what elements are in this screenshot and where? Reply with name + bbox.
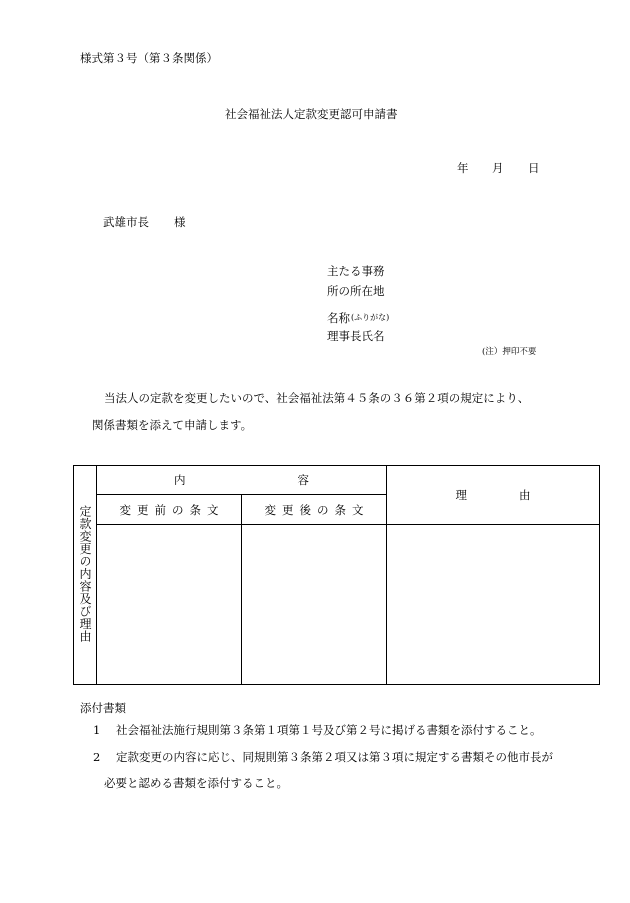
amendment-content-reason-header: [74, 466, 97, 685]
application-body-line1: 当法人の定款を変更したいので、社会福祉法第４５条の３６第２項の規定により、: [104, 391, 530, 405]
office-address-label-line2: 所の所在地: [327, 284, 385, 298]
attachment-item-2-number: 2: [93, 750, 101, 764]
office-address-label-line1: 主たる事務: [327, 264, 385, 278]
attachment-item-2-text: 定款変更の内容に応じ、同規則第３条第２項又は第３項に規定する書類その他市長が: [116, 750, 553, 764]
attachment-item-1-number: 1: [93, 723, 101, 737]
name-label-text: 名称: [327, 311, 350, 325]
reason-header-text: 理由: [455, 488, 583, 502]
attachment-item-1-text: 社会福祉法施行規則第３条第１項第１号及び第２号に掲げる書類を添付すること。: [116, 723, 542, 737]
before-change-header-text: 変更前の条文: [119, 502, 225, 517]
name-furigana-label: (ふりがな): [351, 313, 390, 322]
application-body-line2: 関係書類を添えて申請します。: [92, 418, 253, 432]
director-name-label: 理事長氏名: [327, 329, 385, 343]
date-month-label: 月: [492, 161, 504, 175]
content-header: [97, 466, 421, 495]
corporation-name-label: [327, 313, 389, 325]
reason-cell[interactable]: [387, 525, 600, 685]
after-change-cell[interactable]: [242, 525, 387, 685]
before-change-cell[interactable]: [97, 525, 242, 685]
attachments-title: 添付書類: [80, 701, 126, 715]
before-change-header: [97, 495, 242, 525]
vertical-header-text: 定款変更の内容及び理由: [78, 504, 92, 643]
after-change-header: [242, 495, 387, 525]
date-year-label: 年: [457, 161, 469, 175]
date-day-label: 日: [528, 161, 540, 175]
after-change-header-text: 変更後の条文: [264, 502, 370, 517]
document-title: 社会福祉法人定款変更認可申請書: [225, 107, 398, 121]
addressee-name: 武雄市長: [103, 215, 149, 229]
form-number: 様式第３号（第３条関係）: [80, 51, 218, 65]
seal-not-required-note: (注）押印不要: [482, 347, 537, 357]
content-header-text: 内容: [174, 473, 421, 487]
addressee-honorific: 様: [174, 215, 186, 229]
amendment-table: [73, 465, 600, 685]
attachment-item-2-continuation: 必要と認める書類を添付すること。: [104, 776, 288, 790]
